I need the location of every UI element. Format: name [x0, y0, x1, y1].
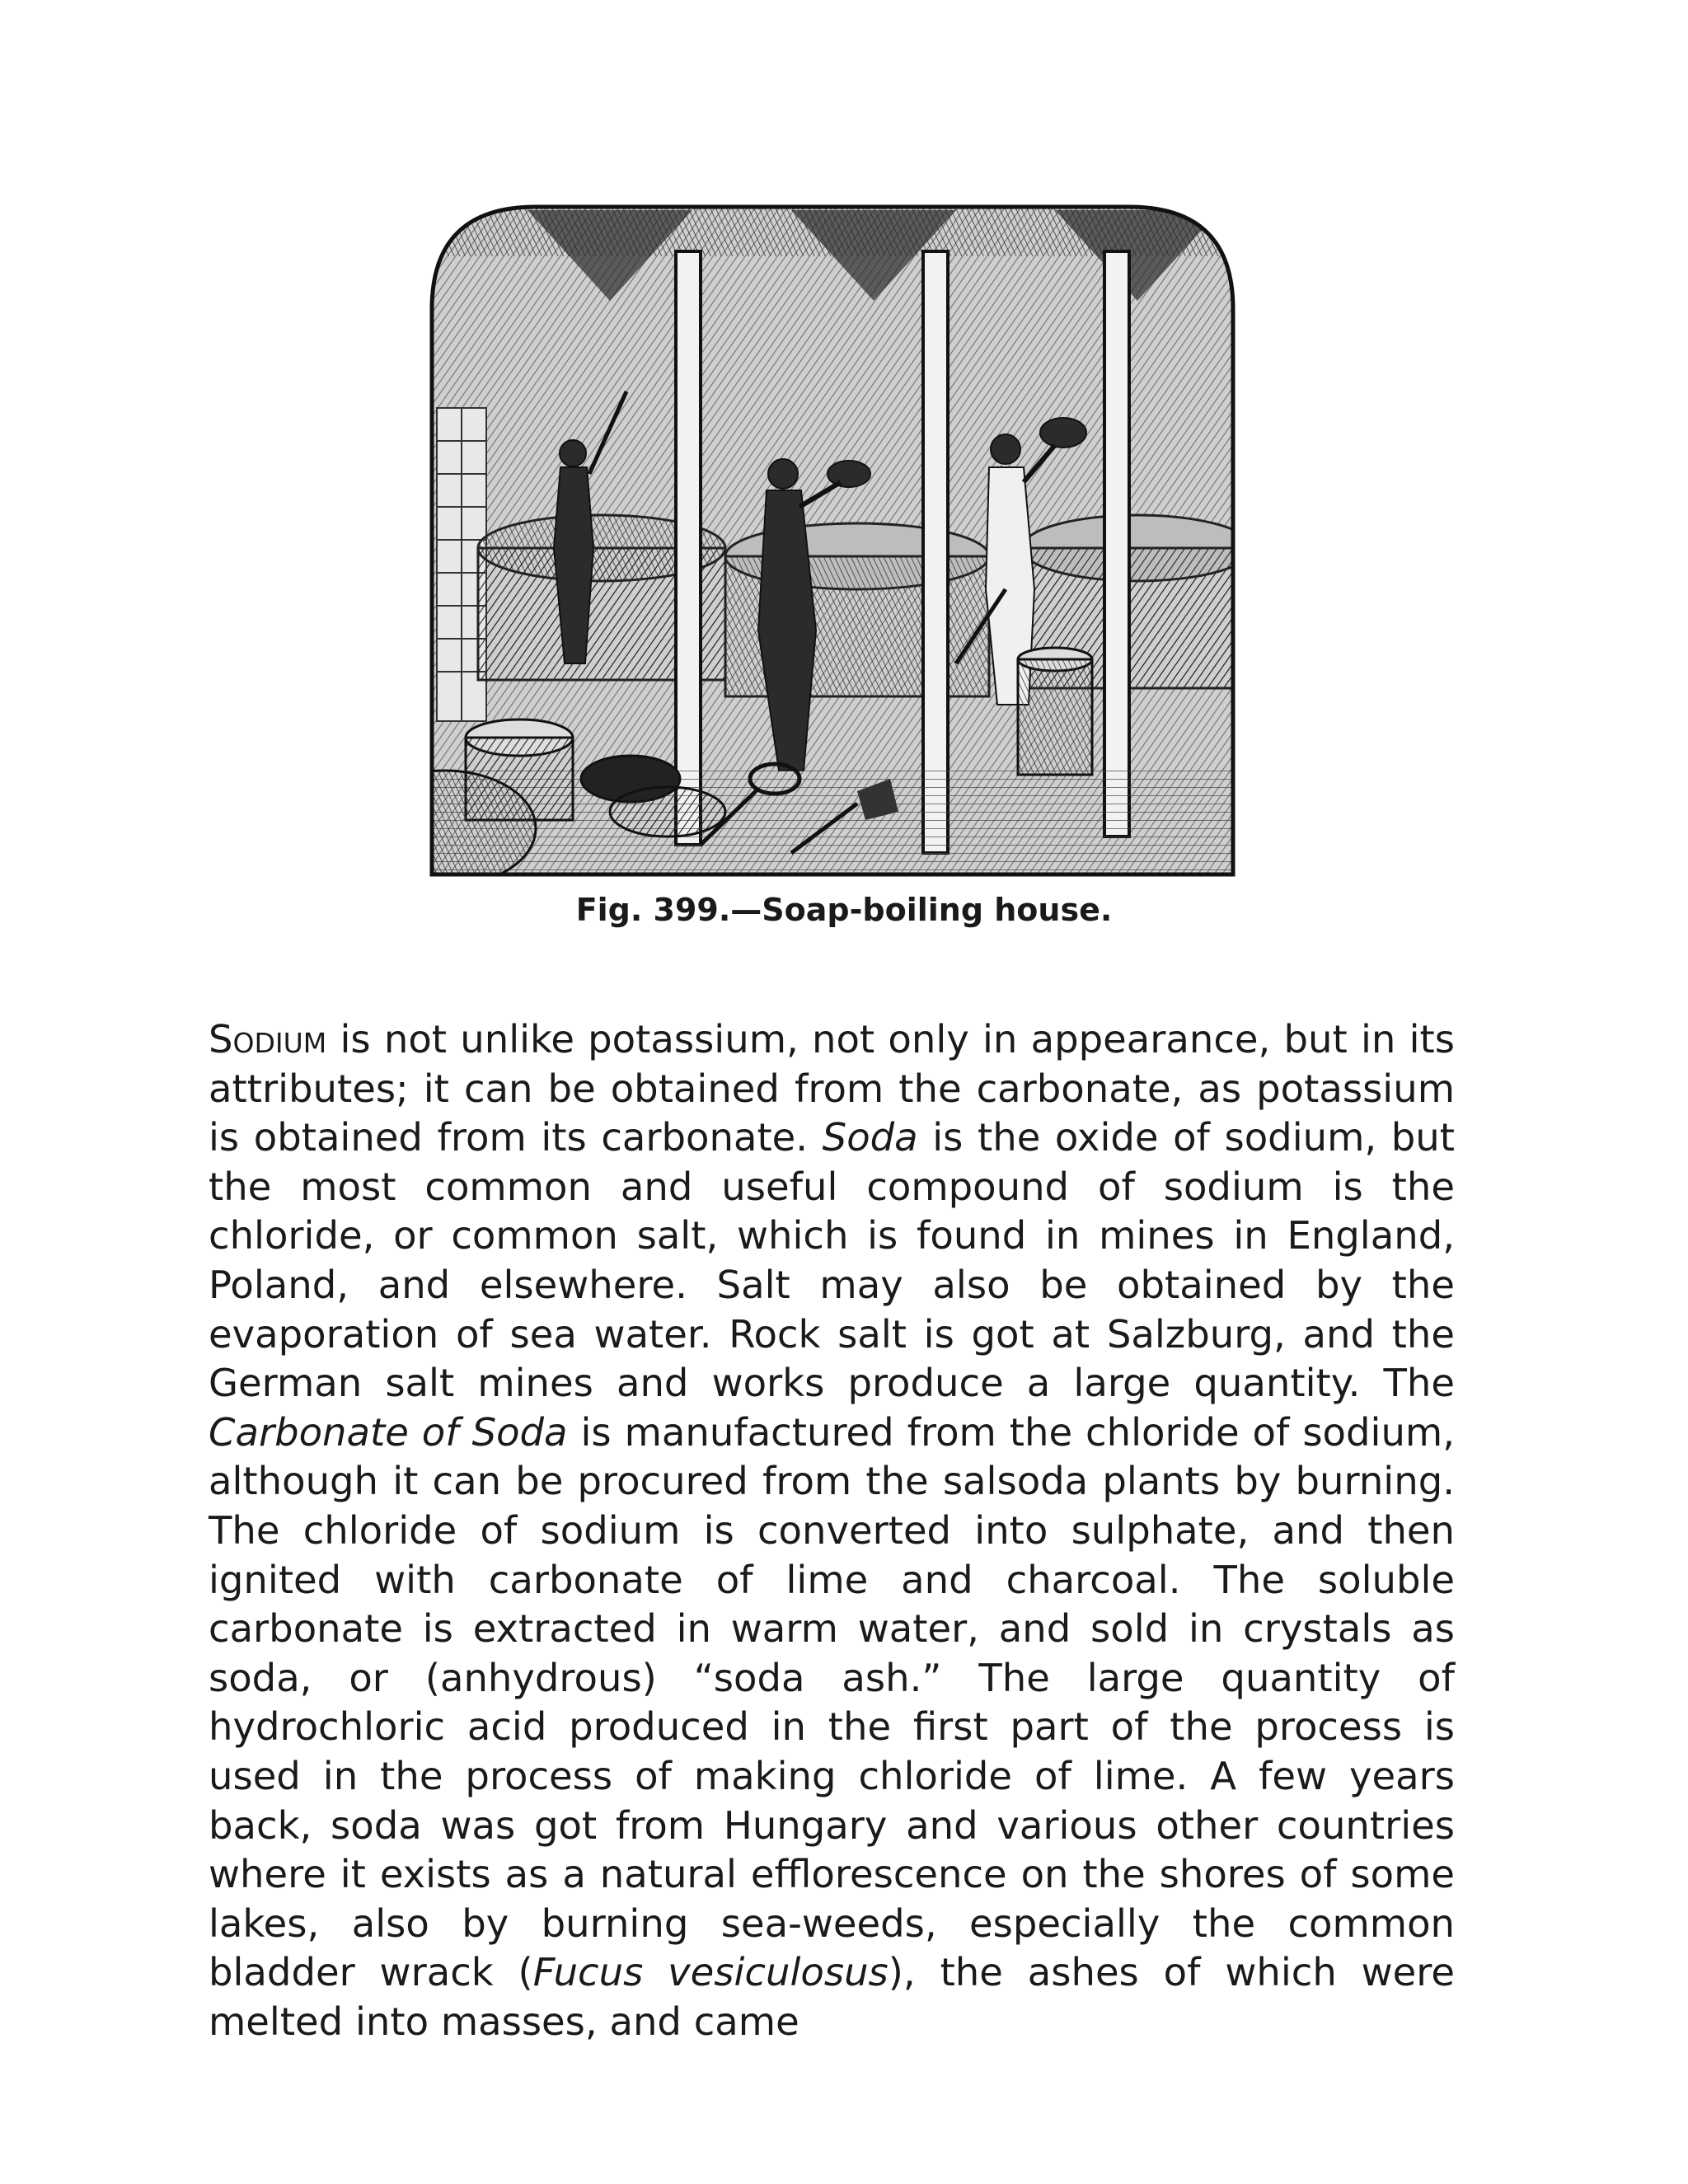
- lead-word: Sodium: [209, 1017, 327, 1062]
- text-segment-4: ), the ashes of which were melted into masses, and came: [209, 1950, 1455, 2044]
- figure-illustration: [429, 202, 1236, 878]
- figure-caption: Fig. 399.—Soap-boiling house.: [575, 892, 1113, 928]
- text-segment-3: is manufactured from the chloride of sodium, although it can be procured from the salsoda plants by burning. The chloride of sodium is converted into sulphate, and then ignited with carbonate of lime and charcoal. The soluble carbonate is extracted in warm water, and sold in crystals as soda, or (anhydrous) “soda ash.” The large quantity of hydrochloric acid produced in the first part of the process is used in the process of making chloride of lime. A few years back, soda was got from Hungary and various other countries where it exists as a natural efflorescence on the shores of some lakes, also by burning sea-weeds, especially the common bladder wrack (: [209, 1409, 1455, 1995]
- italic-term-soda: Soda: [822, 1115, 918, 1160]
- body-paragraph: [209, 1015, 1455, 2046]
- italic-term-carbonate-of-soda: Carbonate of Soda: [209, 1409, 568, 1455]
- soap-boiling-house-engraving: [429, 202, 1236, 878]
- text-segment-1: is not unlike potassium, not only in appearance, but in its attributes; it can be obtained from the carbonate, as potassium is obtained from its carbonate.: [209, 1017, 1455, 1160]
- text-segment-2: is the oxide of sodium, but the most common and useful compound of sodium is the chloride, or common salt, which is found in mines in England, Poland, and elsewhere. Salt may also be obtained by the evaporation of sea water. Rock salt is got at Salzburg, and the German salt mines and works produce a large quantity. The: [209, 1115, 1455, 1406]
- italic-term-fucus-vesiculosus: Fucus vesiculosus: [532, 1950, 889, 1995]
